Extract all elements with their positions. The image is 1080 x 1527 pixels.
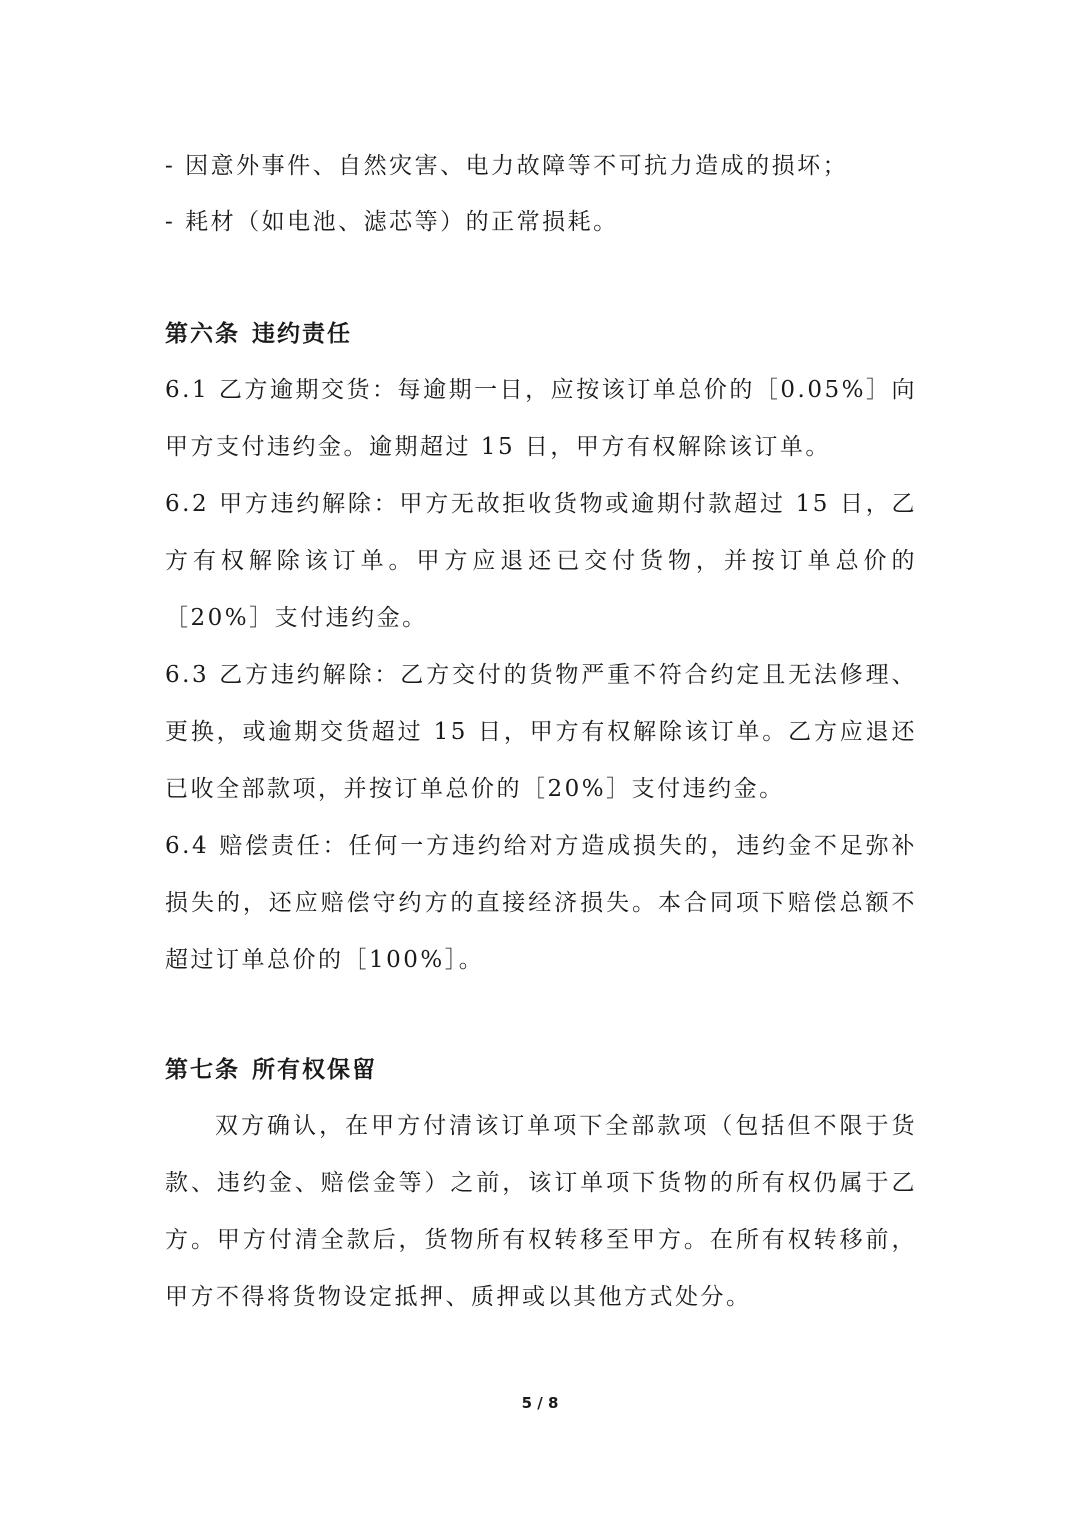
clause-6-1: 6.1 乙方逾期交货：每逾期一日，应按该订单总价的［0.05%］向甲方支付违约金。逾期超过 15 日，甲方有权解除该订单。 [165, 377, 917, 460]
article-6-heading [165, 306, 917, 362]
list-item: - 因意外事件、自然灾害、电力故障等不可抗力造成的损坏； [165, 153, 849, 179]
page-content [165, 138, 917, 1326]
article-7-section [165, 1042, 917, 1326]
exclusion-list [165, 138, 917, 250]
article-6-number: 第六条 [165, 321, 240, 347]
article-7-number: 第七条 [165, 1057, 240, 1083]
article-6-title: 违约责任 [252, 321, 352, 347]
article-7-heading [165, 1042, 917, 1098]
page-number: 5 / 8 [521, 1394, 559, 1412]
clause-6-2: 6.2 甲方违约解除：甲方无故拒收货物或逾期付款超过 15 日，乙方有权解除该订单。甲方应退还已交付货物，并按订单总价的［20%］支付违约金。 [165, 491, 917, 631]
article-7-title: 所有权保留 [252, 1057, 377, 1083]
clause-6-4: 6.4 赔偿责任：任何一方违约给对方造成损失的，违约金不足弥补损失的，还应赔偿守约方的直接经济损失。本合同项下赔偿总额不超过订单总价的［100%］。 [165, 833, 917, 973]
article-6-section [165, 306, 917, 989]
list-item: - 耗材（如电池、滤芯等）的正常损耗。 [165, 209, 619, 235]
clause-6-3: 6.3 乙方违约解除：乙方交付的货物严重不符合约定且无法修理、更换，或逾期交货超过 15 日，甲方有权解除该订单。乙方应退还已收全部款项，并按订单总价的［20%］支付违约金。 [165, 662, 917, 802]
article-7-body: 双方确认，在甲方付清该订单项下全部款项（包括但不限于货款、违约金、赔偿金等）之前，该订单项下货物的所有权仍属于乙方。甲方付清全款后，货物所有权转移至甲方。在所有权转移前，甲方不得将货物设定抵押、质押或以其他方式处分。 [165, 1113, 917, 1310]
